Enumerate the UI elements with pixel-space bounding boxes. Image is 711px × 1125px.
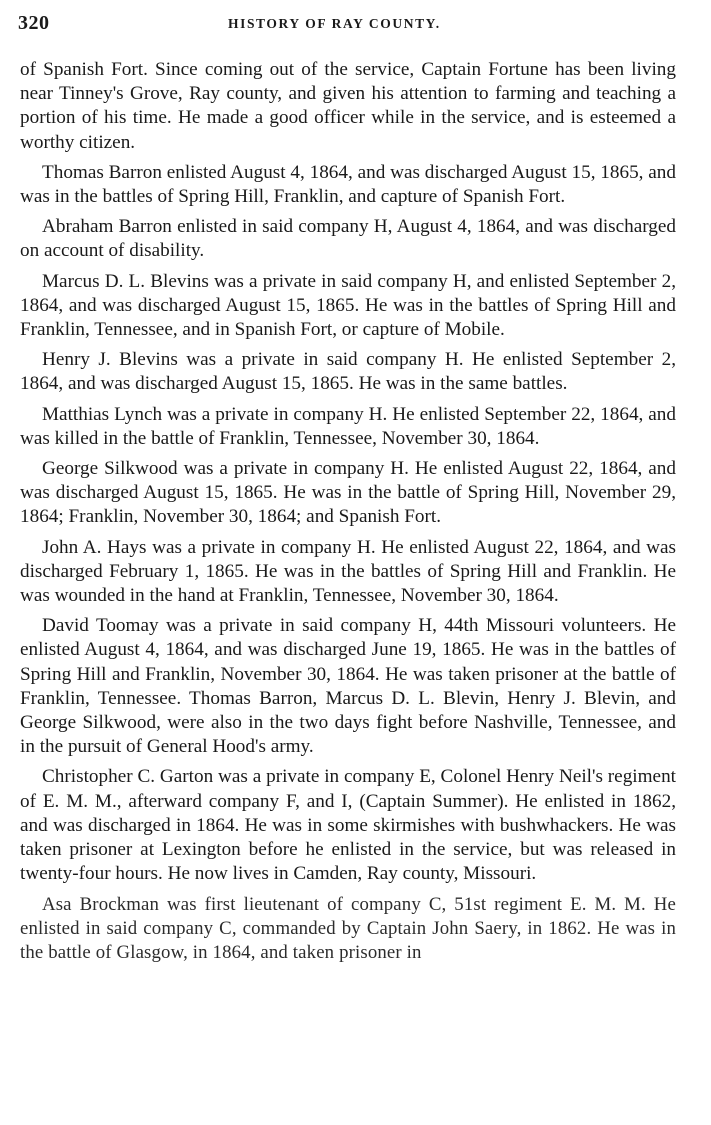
paragraph-thomas-barron: Thomas Barron enlisted August 4, 1864, and was discharged August 15, 1865, and was in the battles of Spring Hill, Franklin, and capture of Spanish Fort. <box>20 161 676 208</box>
paragraph-christopher-garton: Christopher C. Garton was a private in company E, Colonel Henry Neil's regiment of E. M. M., afterward company F, and I, (Captain Summer). He enlisted in 1862, and was discharged in 1864. He was in some skirmishes with bushwhackers. He was taken prisoner at Lexington before he enlisted in the service, but was released in twenty-four hours. He now lives in Camden, Ray county, Missouri. <box>20 766 676 885</box>
paragraph-abraham-barron: Abraham Barron enlisted in said company H, August 4, 1864, and was discharged on account of disability. <box>20 216 676 262</box>
paragraph-matthias-lynch: Matthias Lynch was a private in company H. He enlisted September 22, 1864, and was killed in the battle of Franklin, Tennessee, November 30, 1864. <box>20 403 676 449</box>
page-header <box>18 8 680 38</box>
paragraph-david-toomay: David Toomay was a private in said company H, 44th Missouri volunteers. He enlisted August 4, 1864, and was discharged June 19, 1865. He was in the battles of Spring Hill and Franklin, November 30, 1864. He was taken prisoner at the battle of Franklin, Tennessee. Thomas Barron, Marcus D. L. Blevin, Henry J. Blevin, and George Silkwood, were also in the two days fight before Nashville, Tennessee, and in the pursuit of General Hood's army. <box>20 615 676 758</box>
paragraph-henry-blevins: Henry J. Blevins was a private in said company H. He enlisted September 2, 1864, and was discharged August 15, 1865. He was in the same battles. <box>20 349 676 395</box>
paragraph-george-silkwood: George Silkwood was a private in company H. He enlisted August 22, 1864, and was discharged August 15, 1865. He was in the battle of Spring Hill, November 29, 1864; Franklin, November 30, 1864; and Spanish Fort. <box>20 458 676 528</box>
paragraph-marcus-blevins: Marcus D. L. Blevins was a private in said company H, and enlisted September 2, 1864, and was discharged August 15, 1865. He was in the battles of Spring Hill and Franklin, Tennessee, and in Spanish Fort, or capture of Mobile. <box>20 270 676 341</box>
running-title: HISTORY OF RAY COUNTY. <box>228 16 441 31</box>
paragraph-asa-brockman: Asa Brockman was first lieutenant of company C, 51st regiment E. M. M. He enlisted in said company C, commanded by Captain John Saery, in 1862. He was in the battle of Glasgow, in 1864, and taken prisoner in <box>20 893 676 963</box>
paragraph-john-hays: John A. Hays was a private in company H. He enlisted August 22, 1864, and was discharged February 1, 1865. He was in the battles of Spring Hill and Franklin. He was wounded in the hand at Franklin, Tennessee, November 30, 1864. <box>20 536 676 607</box>
body-text <box>20 58 676 971</box>
page-number: 320 <box>18 12 50 34</box>
paragraph-fortune-continued: of Spanish Fort. Since coming out of the service, Captain Fortune has been living near Tinney's Grove, Ray county, and given his attention to farming and teaching a portion of his time. He made a good officer while in the service, and is esteemed a worthy citizen. <box>20 59 676 153</box>
